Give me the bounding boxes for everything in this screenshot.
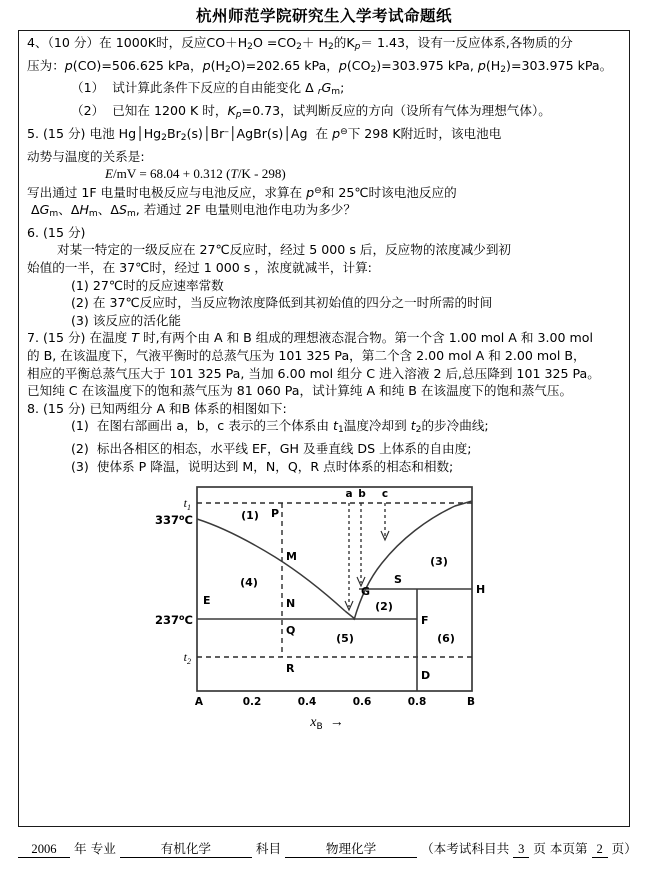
footer-subject-label: 科目 [255,841,282,856]
cooling-path-b [357,503,365,586]
page-title: 杭州师范学院研究生入学考试命题纸 [195,7,452,25]
region-6: (6) [437,632,455,646]
q6-sub-1: (1) 27℃时的反应速率常数 [71,277,224,293]
question-5 [27,124,621,224]
q4-sub-1: （1） 试计算此条件下反应的自由能变化 Δ $_rG_m$; [71,80,345,98]
region-3: (3) [430,555,448,569]
footer-pages-mid: 页 本页第 [533,841,588,856]
q5-line-1: 5. (15 分) 电池 $Hg│Hg_2Br_2(s)│Br^-│AgBr(s)│Ag$ 在 p⊖下 298 K附近时，该电池电 [27,126,502,144]
xtick-0.4: 0.4 [297,696,317,709]
q4-sub-2: （2） 已知在 1200 K 时，$K_p=0.73$，试判断反应的方向（设所有气体为理想气体）。 [71,102,551,120]
q7-line-4: 已知纯 C 在该温度下的饱和蒸气压为 81 060 Pa，试计算纯 A 和纯 B 在该温度下的饱和蒸气压。 [27,383,573,399]
footer-current-page: 2 [592,842,608,858]
liquidus-left-curve [197,519,345,611]
label-c: c [381,488,389,501]
point-G: G [361,585,371,599]
q8-sub-1: (1) 在图右部画出 a，b，c 表示的三个体系由 $t_1$温度冷却到 $t_2$的步冷曲线; [71,418,489,436]
point-F: F [421,614,429,628]
region-4: (4) [240,576,258,590]
point-S: S [394,573,402,587]
q7-line-3: 相应的平衡总蒸气压大于 101 325 Pa, 当加 6.00 mol 组分 C 进入溶液 2 后,总压降到 101 325 Pa。 [27,365,600,381]
liquidus-right-curve [354,501,472,620]
q6-line-3: 始值的一半，在 37℃时，经过 1 000 s ，浓度就减半，计算: [27,260,372,276]
footer-pages-prefix: （本考试科目共 [421,841,510,856]
y-label-337C: 337$^o$C [155,513,193,528]
q7-line-2: 的 B, 在该温度下，气液平衡时的总蒸气压为 101 325 Pa，第二个含 2.00 mol A 和 2.00 mol B， [27,348,586,363]
phase-diagram [27,479,630,739]
label-b: b [358,488,366,501]
point-Q: Q [286,624,296,638]
region-1: (1) [241,509,259,523]
q5-line-3: 写出通过 1F 电量时电极反应与电池反应，求算在 p⊖和 25℃时该电池反应的 [27,184,457,200]
question-8 [27,400,621,475]
question-4 [27,34,621,124]
q5-line-4: $\Delta G_m$、$\Delta H_m$、$\Delta S_m$, 若通过 2F 电量则电池作电功为多少？ [27,202,356,220]
xtick-B: B [466,696,476,709]
xtick-0.6: 0.6 [352,696,372,709]
q4-line-1: 4、（10 分）在 1000K时，反应$CO+H_2O =CO_2+ H_2$的$K_p= 1.43$，设有一反应体系,各物质的分 [27,35,573,52]
xtick-A: A [194,696,204,709]
region-5: (5) [336,632,354,646]
cooling-path-a [345,503,353,610]
y-label-t1: $t_1$ [183,496,191,513]
xtick-0.2: 0.2 [242,696,262,709]
exam-content-box [18,30,630,827]
footer-subject: 物理化学 [285,838,417,858]
q8-sub-2: (2) 标出各相区的相态，水平线 EF，GH 及垂直线 DS 上体系的自由度; [71,440,472,456]
footer-major-label: 专业 [90,841,116,856]
q4-line-2: 压为：p(CO)=506.625 kPa，$p(H_2O)=202.65$ kPa，$p(CO_2)=303.975$ kPa, $p(H_2)=303.975$ kPa。 [27,57,613,75]
q7-line-1: 7. (15 分) 在温度 T 时,有两个由 A 和 B 组成的理想液态混合物。第一个含 1.00 mol A 和 3.00 mol [27,330,593,346]
q8-line-1: 8. (15 分) 已知两组分 A 和B 体系的相图如下: [27,400,287,416]
xtick-0.8: 0.8 [407,696,427,709]
y-label-237C: 237$^o$C [155,613,193,628]
liquidus-left-tail [345,611,355,619]
q6-line-1: 6. (15 分) [27,224,86,240]
point-E: E [203,594,211,608]
point-P: P [270,507,279,521]
q5-formula: E/mV = 68.04 + 0.312 (T/K - 298) [105,166,286,182]
footer [18,838,637,858]
footer-total-pages: 3 [513,842,529,858]
q6-line-2: 对某一特定的一级反应在 27℃反应时，经过 5 000 s 后，反应物的浓度减少到初 [57,242,512,258]
point-M: M [286,550,297,564]
x-axis-title: $x_B$ → [310,715,344,732]
point-H: H [476,583,486,597]
cooling-path-c [381,503,389,540]
point-N: N [286,597,296,611]
region-2: (2) [375,600,393,614]
footer-year-unit: 年 [74,841,87,856]
q6-sub-2: (2) 在 37℃反应时，当反应物浓度降低到其初始值的四分之一时所需的时间 [71,295,493,311]
footer-year: 2006 [18,842,70,858]
point-D: D [421,669,431,683]
label-a: a [345,488,353,501]
footer-major: 有机化学 [120,838,252,858]
point-R: R [286,662,295,676]
question-7 [27,329,621,399]
q5-line-2: 动势与温度的关系是: [27,148,145,164]
question-6 [27,224,621,330]
phase-diagram-svg [27,479,630,731]
q6-sub-3: (3) 该反应的活化能 [71,312,181,328]
y-label-t2: $t_2$ [183,650,191,667]
q8-sub-3: (3) 使体系 P 降温，说明达到 M，N，Q，R 点时体系的相态和相数; [71,458,454,474]
footer-pages-suffix: 页） [611,841,637,856]
